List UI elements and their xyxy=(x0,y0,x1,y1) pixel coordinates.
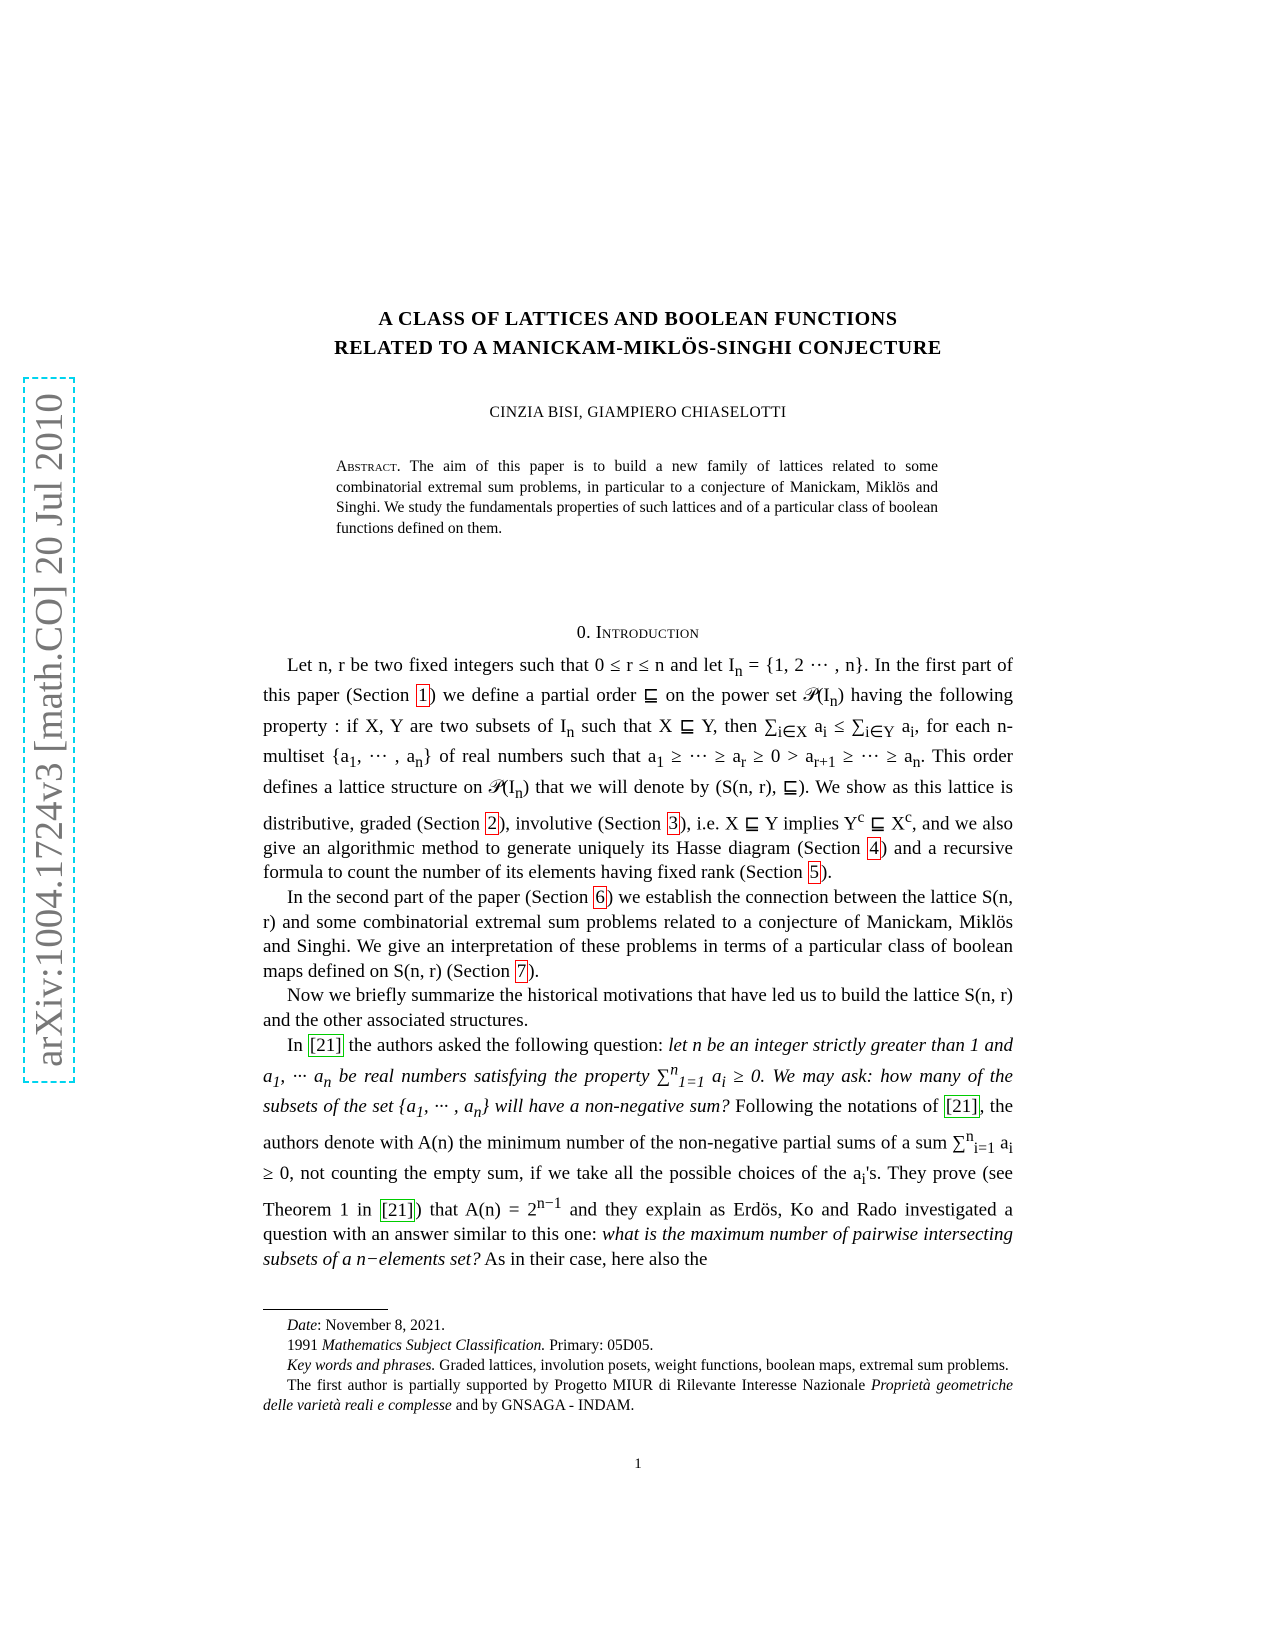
body-text xyxy=(263,654,1013,1273)
paper-title xyxy=(250,305,1026,363)
section-link-5[interactable]: 5 xyxy=(809,862,820,884)
section-link-1[interactable]: 1 xyxy=(418,685,428,707)
footnotes xyxy=(263,1316,1013,1416)
arxiv-id: arXiv:1004.1724v3 [math.CO] 20 Jul 2010 xyxy=(27,393,71,1067)
footnote-keywords: Key words and phrases. Graded lattices, involution posets, weight functions, boolean maps, extremal sum problems. xyxy=(287,1357,1009,1374)
abstract xyxy=(336,457,938,539)
section-link-3[interactable]: 3 xyxy=(668,813,679,835)
abstract-text: The aim of this paper is to build a new family of lattices related to some combinatorial extremal sum problems, in particular to a conjecture of Manickam, Miklös and Singhi. We study the fundamentals properties of such lattices and of a particular class of boolean functions defined on them. xyxy=(336,458,938,537)
section-link-4[interactable]: 4 xyxy=(869,837,879,859)
paragraph-1: Let n, r be two fixed integers such that 0 ≤ r ≤ n and let $I_n = \{1$, 2 ··· , n}. In the first part of this paper (Section 1 ) we define a partial order ⊑ on the power set $𝒫(I_n)$ having the following property : if X, Y are two subsets of $I_n$ such that X ⊑ Y, then $\sum_{i\in X}$ $a_i \le \sum_{i\in Y}$ $a_i$, for each n-multiset {$a_1$, ··· , $a_n$} of real numbers such that $a_1$ ≥ ··· ≥ $a_r \ge 0 > a_{r+1}$ ≥ ··· ≥ $a_n$. This order defines a lattice structure on $𝒫(I_n)$ that we will denote by (S(n, r), ⊑). We show as this lattice is distributive, graded (Section 2 ), involutive (Section 3 ), i.e. X ⊑ Y implies $Y^c$ ⊑ $X^c$, and we also give an algorithmic method to generate uniquely its Hasse diagram (Section 4 ) and a recursive formula to count the number of its elements having fixed rank (Section 5 ). xyxy=(263,655,1014,884)
section-link-2[interactable]: 2 xyxy=(487,813,497,835)
section-heading xyxy=(250,622,1026,643)
paragraph-4: In [21] the authors asked the following question: let n be an integer strictly greater than 1 and $a_1$, ··· $a_n$ be real numbers satisfying the property ∑$^n_{1=1}$ $a_i \ge 0$. We may ask: how many of the subsets of the set {$a_1$, ··· , $a_n$} will have a non-negative sum? Following the notations of [21] , the authors denote with A(n) the minimum number of the non-negative partial sums of a sum ∑$^n_{i=1}$ $a_i \ge 0$, not counting the empty sum, if we take all the possible choices of the $a_i's$. They prove (see Theorem 1 in [21] ) that $A(n) = 2^{n-1}$ and they explain as Erdös, Ko and Rado investigated a question with an answer similar to this one: what is the maximum number of pairwise intersecting subsets of a n−elements set? As in their case, here also the xyxy=(263,1034,1014,1270)
footnote-support: The first author is partially supported by Progetto MIUR di Rilevante Interesse Nazionale Proprietà geometriche delle varietà reali e complesse and by GNSAGA - INDAM. xyxy=(263,1377,1013,1414)
paragraph-2: In the second part of the paper (Section 6 ) we establish the connection between the lattice S(n, r) and some combinatorial extremal sum problems related to a conjecture of Manickam, Miklös and Singhi. We give an interpretation of these problems in terms of a particular class of boolean maps defined on S(n, r) (Section 7 ). xyxy=(263,887,1013,982)
section-title: Introduction xyxy=(595,622,700,642)
author-list: CINZIA BISI, GIAMPIERO CHIASELOTTI xyxy=(489,404,787,421)
section-number: 0. xyxy=(576,622,591,642)
citation-link-21[interactable]: [21] xyxy=(381,1199,414,1221)
paragraph-3: Now we briefly summarize the historical motivations that have led us to build the lattice S(n, r) and the other associated structures. xyxy=(263,985,1013,1032)
footnote-rule xyxy=(263,1309,388,1310)
arxiv-sidebar-stamp xyxy=(23,377,75,1083)
footnote-date: Date: November 8, 2021. xyxy=(287,1317,445,1334)
citation-link-21[interactable]: [21] xyxy=(309,1034,342,1056)
section-link-6[interactable]: 6 xyxy=(595,887,605,909)
footnote-msc: 1991 Mathematics Subject Classification. Primary: 05D05. xyxy=(287,1337,654,1354)
title-line-2: RELATED TO A MANICKAM-MIKLÖS-SINGHI CONJECTURE xyxy=(334,337,942,359)
abstract-label: Abstract. xyxy=(336,458,401,475)
section-link-7[interactable]: 7 xyxy=(516,960,527,982)
title-line-1: A CLASS OF LATTICES AND BOOLEAN FUNCTIONS xyxy=(378,308,898,330)
page-number: 1 xyxy=(634,1456,642,1472)
citation-link-21[interactable]: [21] xyxy=(945,1095,978,1117)
